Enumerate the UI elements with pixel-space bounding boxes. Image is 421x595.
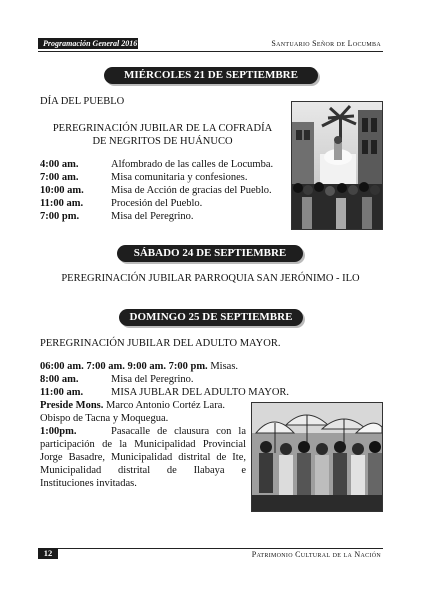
banner-miercoles: MIÉRCOLES 21 DE SEPTIEMBRE — [104, 67, 318, 84]
schedule-time: 8:00 am. — [40, 374, 79, 385]
banner-domingo: DOMINGO 25 DE SEPTIEMBRE — [119, 309, 303, 326]
schedule-time: 11:00 am. — [40, 387, 84, 398]
crowd-umbrellas-photo — [251, 402, 383, 512]
pasacalle-line: Pasacalle de clausura con la — [111, 426, 246, 437]
misas-label: Misas. — [207, 361, 239, 372]
schedule-desc: Procesión del Pueblo. — [111, 198, 203, 209]
footer-right-text: Patrimonio Cultural de la Nación — [251, 550, 381, 559]
schedule-time: 7:00 pm. — [40, 211, 80, 222]
preside-label: Preside Mons. — [40, 400, 104, 411]
obispo-line: Obispo de Tacna y Moquegua. — [40, 413, 169, 424]
schedule-time: 10:00 am. — [40, 185, 84, 196]
schedule-desc: Alfombrado de las calles de Locumba. — [111, 159, 274, 170]
misas-times: 06:00 am. 7:00 am. 9:00 am. 7:00 pm. — [40, 361, 208, 372]
peregrinacion-cofradia-2: DE NEGRITOS DE HUÁNUCO — [92, 136, 233, 147]
schedule-desc: MISA JUBLAR DEL ADULTO MAYOR. — [111, 387, 290, 398]
preside-name: Marco Antonio Cortéz Lara. — [103, 400, 225, 411]
header-left-text: Programación General 2016 — [43, 39, 138, 48]
schedule-time: 11:00 am. — [40, 198, 84, 209]
peregrinacion-cofradia-1: PEREGRINACIÓN JUBILAR DE LA COFRADÍA — [52, 123, 273, 134]
preside-line — [40, 400, 225, 412]
procession-photo — [291, 101, 383, 230]
pasacalle-time: 1:00pm. — [40, 426, 77, 437]
schedule-desc: Misa comunitaria y confesiones. — [111, 172, 248, 183]
banner-sabado: SÁBADO 24 DE SEPTIEMBRE — [117, 245, 303, 262]
misas-line — [40, 361, 238, 373]
header-right-text: Santuario Señor de Locumba — [271, 39, 381, 48]
schedule-desc: Misa del Peregrino. — [111, 374, 194, 385]
schedule-time: 4:00 am. — [40, 159, 79, 170]
pasacalle-line: participación de la Municipalidad Provincial — [40, 439, 246, 450]
header-rule — [38, 51, 383, 52]
peregrinacion-san-jeronimo: PEREGRINACIÓN JUBILAR PARROQUIA SAN JERÓNIMO - ILO — [61, 273, 360, 284]
pasacalle-line: Jorge Basadre, Municipalidad distrital de Ite, — [40, 452, 246, 463]
pasacalle-line: Municipalidad distrital de Ilabaya e — [40, 465, 246, 476]
header-tab — [38, 38, 138, 49]
schedule-desc: Misa de Acción de gracias del Pueblo. — [111, 185, 272, 196]
schedule-time: 7:00 am. — [40, 172, 79, 183]
schedule-desc: Misa del Peregrino. — [111, 211, 194, 222]
pasacalle-line: Instituciones invitadas. — [40, 478, 137, 489]
peregrinacion-adulto-mayor: PEREGRINACIÓN JUBILAR DEL ADULTO MAYOR. — [40, 338, 281, 349]
dia-del-pueblo: DÍA DEL PUEBLO — [40, 96, 125, 107]
page-number: 12 — [38, 548, 58, 559]
